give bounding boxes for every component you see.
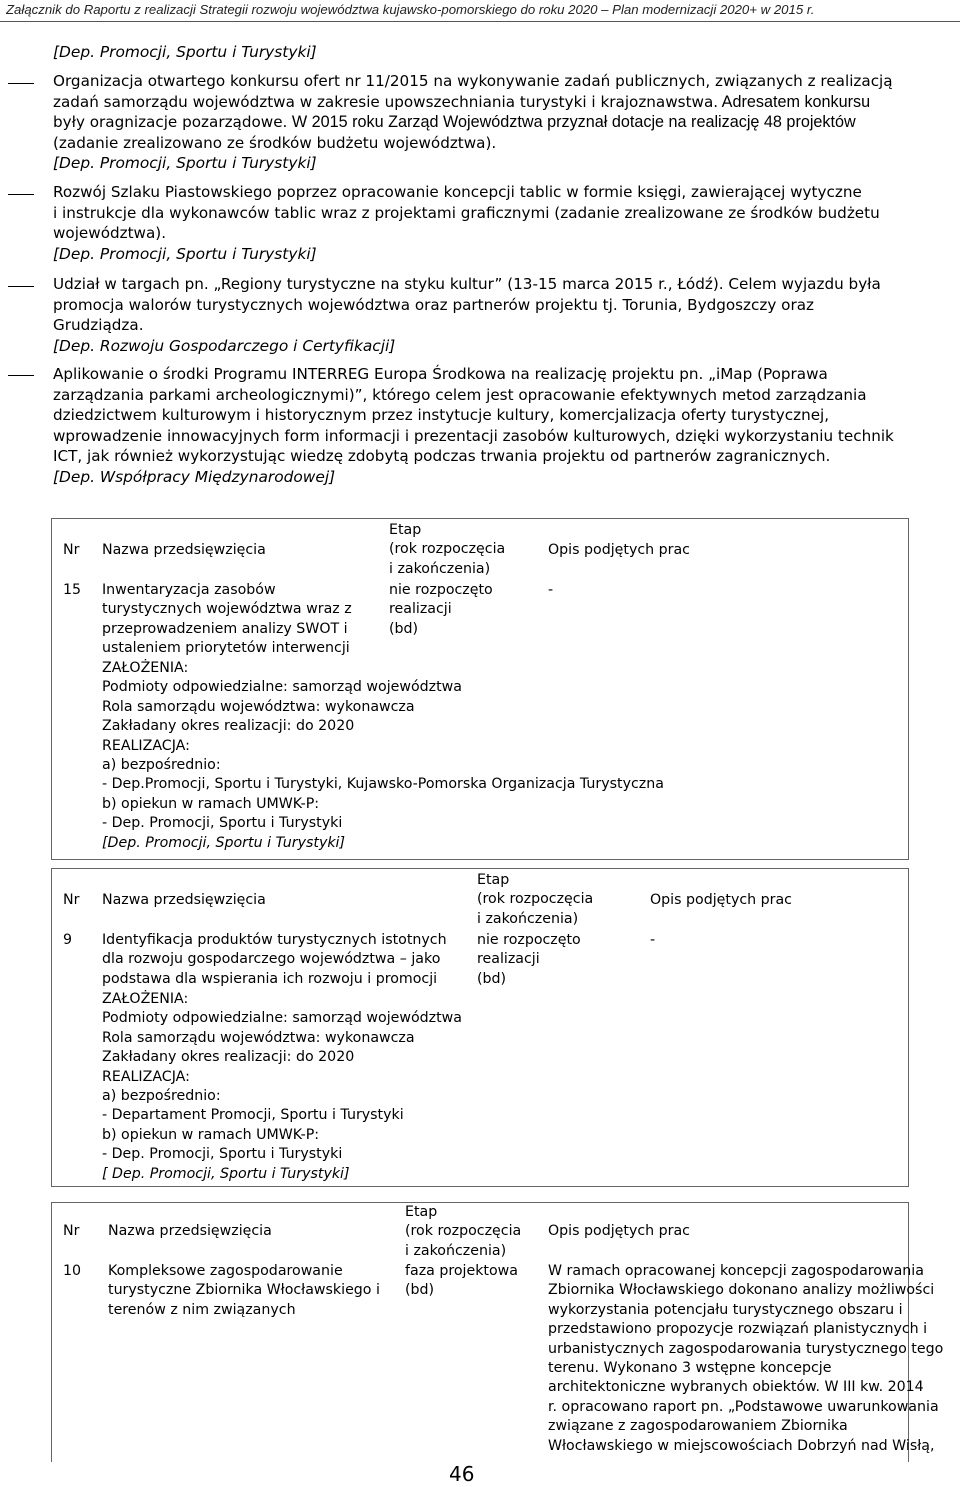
header-stage: [405, 1203, 521, 1261]
text-run: Adresatem konkursu: [718, 92, 871, 111]
detail-line: Zakładany okres realizacji: do 2020: [102, 1049, 355, 1066]
description-line: wykorzystania potencjału turystycznego obszaru i: [548, 1301, 903, 1318]
name-line: terenów z nim związanych: [108, 1301, 296, 1318]
header-nr: Nr: [63, 542, 80, 558]
paragraph-line: Grudziądza.: [53, 316, 144, 334]
detail-line: REALIZACJA:: [102, 737, 190, 754]
paragraph-line: promocja walorów turystycznych województwa oraz partnerów projektu tj. Torunia, Bydgoszczy oraz: [53, 295, 814, 314]
paragraph-line: [53, 92, 957, 113]
header-name: Nazwa przedsięwzięcia: [102, 892, 266, 908]
detail-line: b) opiekun w ramach UMWK-P:: [102, 795, 320, 812]
row-number: 10: [63, 1263, 82, 1279]
department-note: [ Dep. Promocji, Sportu i Turystyki]: [102, 1165, 350, 1182]
paragraph-line: Organizacja otwartego konkursu ofert nr 11/2015 na wykonywanie zadań publicznych, związanych z realizacją: [53, 72, 893, 90]
header-stage: [477, 871, 593, 929]
row-number: 15: [63, 582, 82, 598]
bullet-dash-icon: [8, 375, 34, 376]
document-running-header: Załącznik do Raportu z realizacji Strategii rozwoju województwa kujawsko-pomorskiego do roku 2020 – Plan modernizacji 2020+ w 2015 r.: [6, 2, 815, 17]
paragraph-line: [53, 112, 957, 133]
header-description: Opis podjętych prac: [548, 1223, 690, 1239]
header-description: Opis podjętych prac: [548, 542, 690, 558]
header-name: Nazwa przedsięwzięcia: [108, 1223, 272, 1239]
paragraph-line: ICT, jak również wykorzystując wiedzę zdobytą podczas trwania projektu od partnerów zagranicznych.: [53, 447, 831, 465]
department-note: [Dep. Promocji, Sportu i Turystyki]: [53, 43, 317, 61]
row-number: 9: [63, 932, 73, 948]
detail-line: - Dep.Promocji, Sportu i Turystyki, Kujawsko-Pomorska Organizacja Turystyczna: [102, 776, 664, 793]
detail-line: a) bezpośrednio:: [102, 1088, 221, 1105]
detail-line: - Dep. Promocji, Sportu i Turystyki: [102, 815, 343, 832]
paragraph-line: wprowadzenie innowacyjnych form informacji i prezentacji zasobów kulturowych, dzięki wykorzystaniu technik: [53, 426, 894, 445]
project-stage: [389, 581, 493, 639]
department-note: [Dep. Promocji, Sportu i Turystyki]: [102, 834, 346, 851]
header-line: i zakończenia): [477, 910, 579, 927]
description-line: W ramach opracowanej koncepcji zagospodarowania: [548, 1263, 924, 1279]
department-note: [Dep. Współpracy Międzynarodowej]: [53, 467, 336, 486]
detail-line: REALIZACJA:: [102, 1068, 190, 1085]
stage-line: (bd): [477, 970, 507, 987]
department-note: [Dep. Rozwoju Gospodarczego i Certyfikacji]: [53, 336, 396, 355]
description-line: przedstawiono propozycje rozwiązań planistycznych i: [548, 1321, 928, 1338]
name-line: dla rozwoju gospodarczego województwa – jako: [102, 951, 441, 968]
bullet-item-competition: [53, 71, 957, 174]
project-stage: [405, 1262, 518, 1301]
paragraph-line: zarządzania parkami archeologicznymi)”, którego celem jest opracowanie efektywnych metod zarządzania: [53, 385, 867, 404]
paragraph-line: Udział w targach pn. „Regiony turystyczne na styku kultur” (13-15 marca 2015 r., Łódź). Celem wyjazdu była: [53, 275, 881, 293]
header-line: Etap: [389, 522, 422, 538]
header-nr: Nr: [63, 892, 80, 908]
header-line: i zakończenia): [405, 1242, 507, 1259]
detail-line: ZAŁOŻENIA:: [102, 991, 189, 1007]
name-line: Inwentaryzacja zasobów: [102, 582, 276, 598]
header-line: Etap: [477, 872, 510, 888]
name-line: ustaleniem priorytetów interwencji: [102, 640, 350, 657]
description-line: architektoniczne wybranych obiektów. W III kw. 2014: [548, 1379, 924, 1396]
description-line: Zbiornika Włocławskiego dokonano analizy możliwości: [548, 1282, 935, 1299]
paragraph-line: Aplikowanie o środki Programu INTERREG Europa Środkowa na realizację projektu pn. „iMap (Poprawa: [53, 365, 828, 383]
bullet-dash-icon: [8, 83, 34, 84]
page-number: 46: [449, 1462, 475, 1486]
header-line: (rok rozpoczęcia: [405, 1223, 522, 1240]
detail-line: - Departament Promocji, Sportu i Turystyki: [102, 1107, 404, 1124]
bullet-item-fair: [53, 274, 957, 356]
text-run: zadań samorządu województwa w zakresie upowszechniania turystyki i krajoznawstwa.: [53, 92, 719, 111]
detail-line: a) bezpośrednio:: [102, 757, 221, 774]
detail-line: Podmioty odpowiedzialne: samorząd województwa: [102, 1010, 462, 1027]
project-stage: [477, 931, 581, 989]
department-note: [Dep. Promocji, Sportu i Turystyki]: [53, 154, 317, 172]
header-stage: [389, 521, 505, 579]
paragraph-line: województwa).: [53, 224, 167, 242]
detail-line: Rola samorządu województwa: wykonawcza: [102, 698, 415, 715]
name-line: turystyczne Zbiornika Włocławskiego i: [108, 1282, 380, 1299]
name-line: Kompleksowe zagospodarowanie: [108, 1263, 343, 1279]
project-name: [102, 931, 447, 989]
paragraph-line: Rozwój Szlaku Piastowskiego poprzez opracowanie koncepcji tablic w formie księgi, zawierającej wytyczne: [53, 183, 862, 201]
header-line: (rok rozpoczęcia: [477, 891, 594, 908]
bullet-item-interreg: [53, 364, 957, 487]
project-table: [51, 1202, 944, 1462]
header-nr: Nr: [63, 1223, 80, 1239]
bullet-dash-icon: [8, 194, 34, 195]
paragraph-line: dziedzictwem kulturowym i historycznym przez instytucje kultury, komercjalizacja oferty turystycznej,: [53, 406, 830, 424]
name-line: przeprowadzeniem analizy SWOT i: [102, 620, 348, 637]
bullet-dash-icon: [8, 286, 34, 287]
description-line: Włocławskiego w miejscowościach Dobrzyń nad Wisłą,: [548, 1437, 935, 1454]
project-description: -: [548, 582, 554, 598]
description-line: r. opracowano raport pn. „Podstawowe uwarunkowania: [548, 1398, 939, 1415]
detail-line: b) opiekun w ramach UMWK-P:: [102, 1126, 320, 1143]
detail-line: Zakładany okres realizacji: do 2020: [102, 718, 355, 735]
description-line: urbanistycznych zagospodarowania turystycznego tego: [548, 1340, 944, 1357]
name-line: podstawa dla wspierania ich rozwoju i promocji: [102, 970, 438, 987]
text-run: W 2015 roku Zarząd Województwa przyznał dotacje na realizację 48 projektów: [287, 113, 856, 131]
stage-line: (bd): [405, 1282, 435, 1299]
project-table: [51, 518, 909, 860]
project-description: -: [650, 932, 656, 948]
header-name: Nazwa przedsięwzięcia: [102, 542, 266, 558]
header-line: (rok rozpoczęcia: [389, 541, 506, 558]
header-divider: [0, 21, 960, 22]
stage-line: (bd): [389, 620, 419, 637]
paragraph-line: (zadanie zrealizowano ze środków budżetu województwa).: [53, 133, 497, 152]
detail-line: Podmioty odpowiedzialne: samorząd województwa: [102, 679, 462, 696]
header-line: i zakończenia): [389, 560, 491, 577]
detail-line: - Dep. Promocji, Sportu i Turystyki: [102, 1146, 343, 1163]
detail-line: ZAŁOŻENIA:: [102, 660, 189, 676]
project-table: [51, 868, 909, 1187]
description-line: związane z zagospodarowaniem Zbiornika: [548, 1418, 848, 1435]
header-description: Opis podjętych prac: [650, 892, 792, 908]
description-line: terenu. Wykonano 3 wstępne koncepcje: [548, 1360, 832, 1377]
bullet-item-piast-trail: [53, 182, 957, 264]
project-details: [102, 990, 462, 1184]
stage-line: realizacji: [477, 951, 540, 968]
department-note: [Dep. Promocji, Sportu i Turystyki]: [53, 244, 317, 263]
detail-line: Rola samorządu województwa: wykonawcza: [102, 1029, 415, 1046]
text-run: były oragnizacje pozarządowe.: [53, 113, 288, 131]
stage-line: nie rozpoczęto: [477, 932, 581, 948]
stage-line: faza projektowa: [405, 1263, 518, 1279]
project-description: [548, 1262, 943, 1456]
name-line: Identyfikacja produktów turystycznych istotnych: [102, 932, 447, 948]
header-line: Etap: [405, 1204, 438, 1220]
stage-line: nie rozpoczęto: [389, 582, 493, 598]
name-line: turystycznych województwa wraz z: [102, 601, 352, 618]
project-name: [108, 1262, 380, 1320]
project-name: [102, 581, 352, 659]
paragraph-line: i instrukcje dla wykonawców tablic wraz z projektami graficznymi (zadanie zrealizowane ze środków budżetu: [53, 203, 880, 222]
stage-line: realizacji: [389, 601, 452, 618]
project-details: [102, 659, 664, 853]
